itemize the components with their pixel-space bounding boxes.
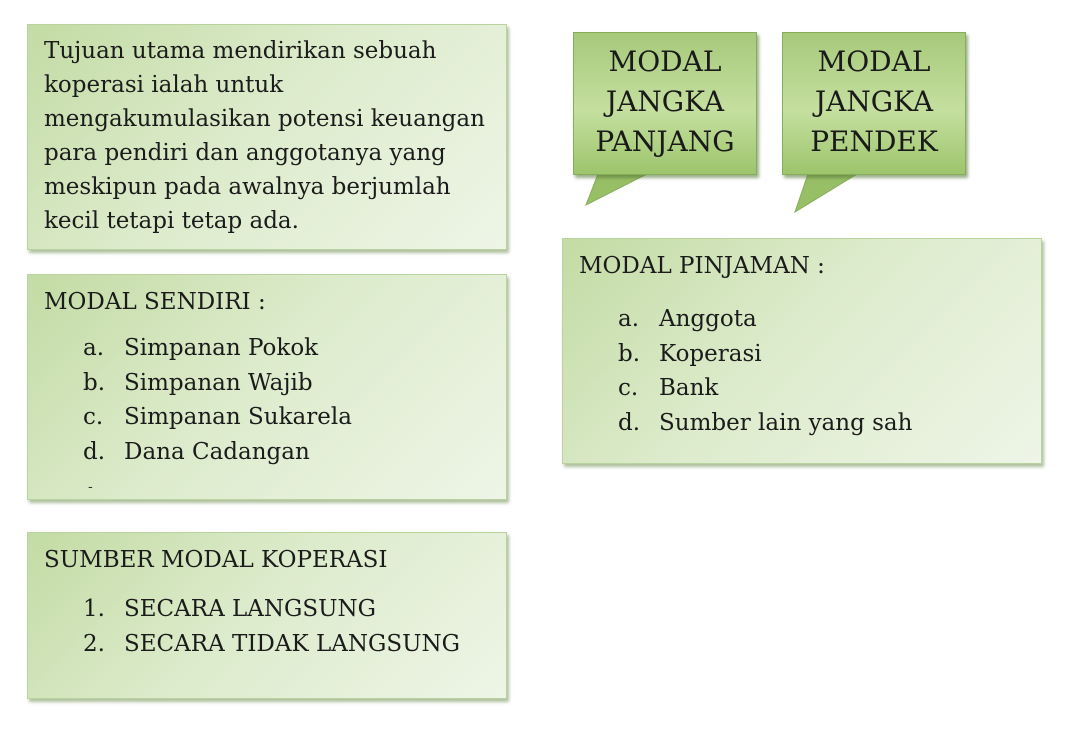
list-marker: d. [618, 409, 641, 436]
list-marker: c. [83, 404, 104, 430]
list-marker: d. [83, 438, 106, 465]
list-label: Anggota [659, 306, 757, 332]
list-label: Bank [659, 375, 719, 401]
list-label: Simpanan Sukarela [124, 404, 352, 430]
intro-line: meskipun pada awalnya berjumlah [44, 174, 451, 200]
list-item [563, 337, 1041, 372]
callout-line: JANGKA [605, 85, 725, 118]
list-marker: 1. [83, 596, 105, 622]
list-marker: c. [618, 375, 639, 401]
list-marker: b. [618, 340, 641, 367]
modal-pinjaman-heading: MODAL PINJAMAN : [579, 253, 825, 279]
list-marker: a. [618, 306, 640, 332]
callout-line: PENDEK [810, 125, 938, 158]
callout-modal-jangka-panjang [573, 32, 757, 175]
intro-line: kecil tetapi tetap ada. [44, 208, 299, 234]
modal-pinjaman-list [563, 302, 1041, 440]
callout-line: MODAL [608, 45, 722, 78]
list-label: Dana Cadangan [124, 438, 310, 465]
list-item [563, 371, 1041, 406]
list-label: Simpanan Pokok [124, 335, 319, 361]
list-marker: 2. [83, 630, 105, 657]
list-label: SECARA TIDAK LANGSUNG [124, 630, 460, 657]
callout-line: MODAL [817, 45, 931, 78]
intro-line: mengakumulasikan potensi keuangan [44, 106, 485, 132]
list-label: Koperasi [659, 340, 762, 367]
list-label: Sumber lain yang sah [659, 409, 913, 436]
list-label: SECARA LANGSUNG [124, 596, 377, 622]
list-label: Simpanan Wajib [124, 369, 313, 396]
list-item [563, 406, 1041, 441]
intro-line: koperasi ialah untuk [44, 72, 284, 98]
list-marker: b. [83, 369, 106, 396]
intro-line: Tujuan utama mendirikan sebuah [44, 38, 437, 64]
callout-line: PANJANG [595, 125, 735, 158]
modal-pinjaman-box [562, 238, 1042, 464]
sumber-modal-heading: SUMBER MODAL KOPERASI [44, 547, 388, 573]
modal-sendiri-heading: MODAL SENDIRI : [44, 289, 266, 315]
list-marker: a. [83, 335, 105, 361]
intro-line: para pendiri dan anggotanya yang [44, 140, 446, 166]
list-item [563, 302, 1041, 337]
callout-line: JANGKA [814, 85, 934, 118]
stray-dash: - [88, 479, 93, 495]
callout-modal-jangka-pendek [782, 32, 966, 175]
